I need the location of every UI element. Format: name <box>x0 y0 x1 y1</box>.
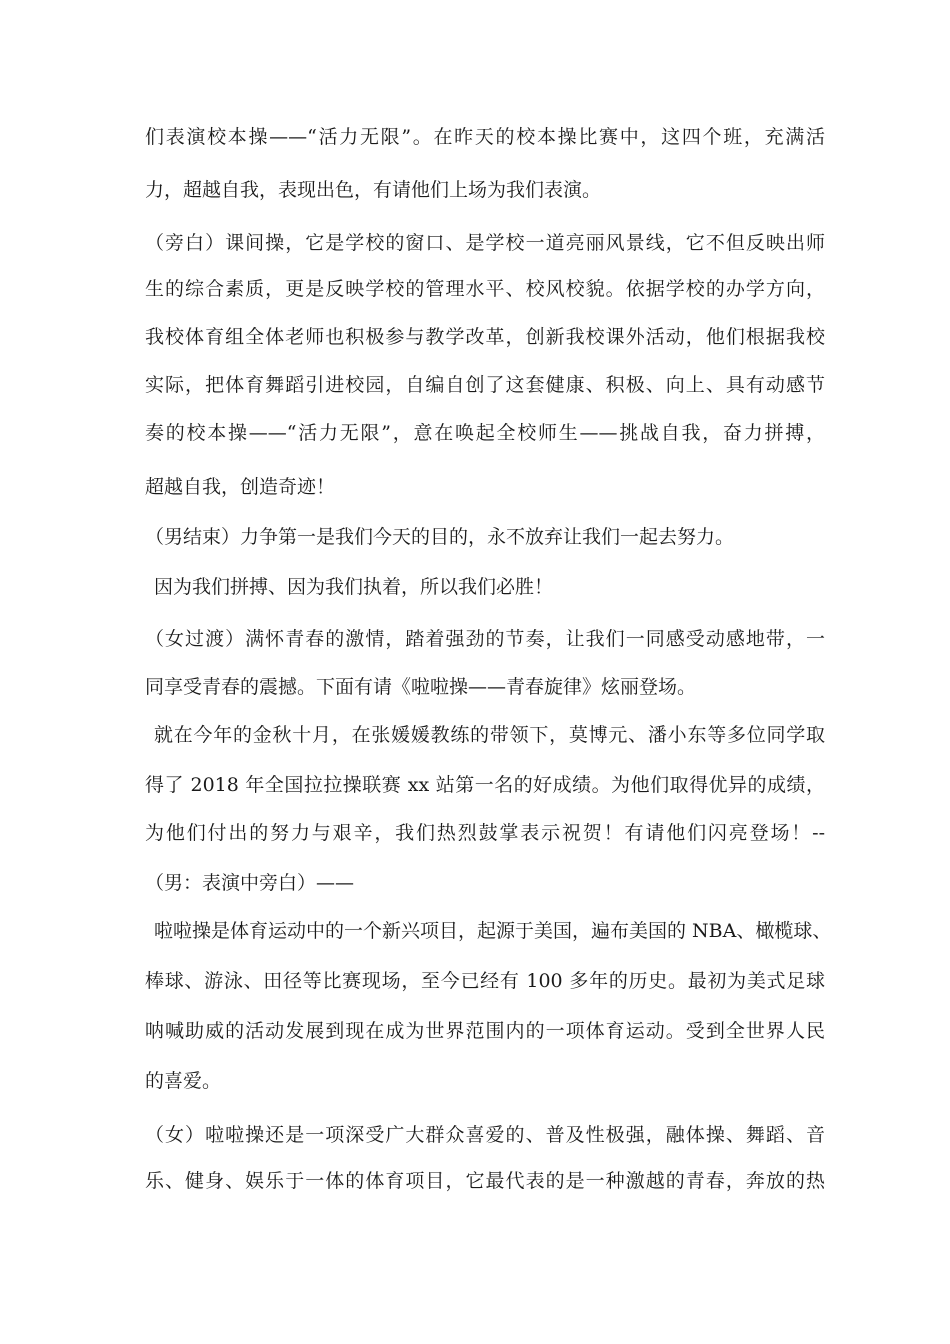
text-line-2: 力，超越自我，表现出色，有请他们上场为我们表演。 <box>145 179 602 201</box>
text-line-14: 得了 2018 年全国拉拉操联赛 xx 站第一名的好成绩。为他们取得优异的成绩， <box>145 774 825 796</box>
text-line-15: 为他们付出的努力与艰辛，我们热烈鼓掌表示祝贺！有请他们闪亮登场！-- <box>145 822 825 844</box>
text-line-18: 棒球、游泳、田径等比赛现场，至今已经有 100 多年的历史。最初为美式足球 <box>145 970 825 992</box>
text-line-22: 乐、健身、娱乐于一体的体育项目，它最代表的是一种激越的青春，奔放的热 <box>145 1170 825 1192</box>
text-line-8: 超越自我，创造奇迹！ <box>145 476 336 498</box>
text-line-10: 因为我们拼搏、因为我们执着，所以我们必胜！ <box>154 576 554 598</box>
text-line-9: （男结束）力争第一是我们今天的目的，永不放弃让我们一起去努力。 <box>145 526 735 548</box>
text-line-11: （女过渡）满怀青春的激情，踏着强劲的节奏，让我们一同感受动感地带，一 <box>145 628 825 650</box>
text-line-20: 的喜爱。 <box>145 1070 222 1092</box>
text-line-5: 我校体育组全体老师也积极参与教学改革，创新我校课外活动，他们根据我校 <box>145 326 825 348</box>
text-line-7: 奏的校本操——“活力无限”，意在唤起全校师生——挑战自我，奋力拼搏， <box>145 422 825 444</box>
text-line-13: 就在今年的金秋十月，在张媛媛教练的带领下，莫博元、潘小东等多位同学取 <box>154 724 825 746</box>
text-line-16: （男：表演中旁白）—— <box>145 872 355 894</box>
text-line-6: 实际，把体育舞蹈引进校园，自编自创了这套健康、积极、向上、具有动感节 <box>145 374 825 396</box>
text-line-1: 们表演校本操——“活力无限”。在昨天的校本操比赛中，这四个班，充满活 <box>145 126 825 148</box>
text-line-12: 同享受青春的震撼。下面有请《啦啦操——青春旋律》炫丽登场。 <box>145 676 697 698</box>
text-line-3: （旁白）课间操，它是学校的窗口、是学校一道亮丽风景线，它不但反映出师 <box>145 232 825 254</box>
text-line-19: 呐喊助威的活动发展到现在成为世界范围内的一项体育运动。受到全世界人民 <box>145 1020 825 1042</box>
text-line-21: （女）啦啦操还是一项深受广大群众喜爱的、普及性极强，融体操、舞蹈、音 <box>145 1124 825 1146</box>
text-line-17: 啦啦操是体育运动中的一个新兴项目，起源于美国，遍布美国的 NBA、橄榄球、 <box>154 920 832 942</box>
text-line-4: 生的综合素质，更是反映学校的管理水平、校风校貌。依据学校的办学方向， <box>145 278 825 300</box>
